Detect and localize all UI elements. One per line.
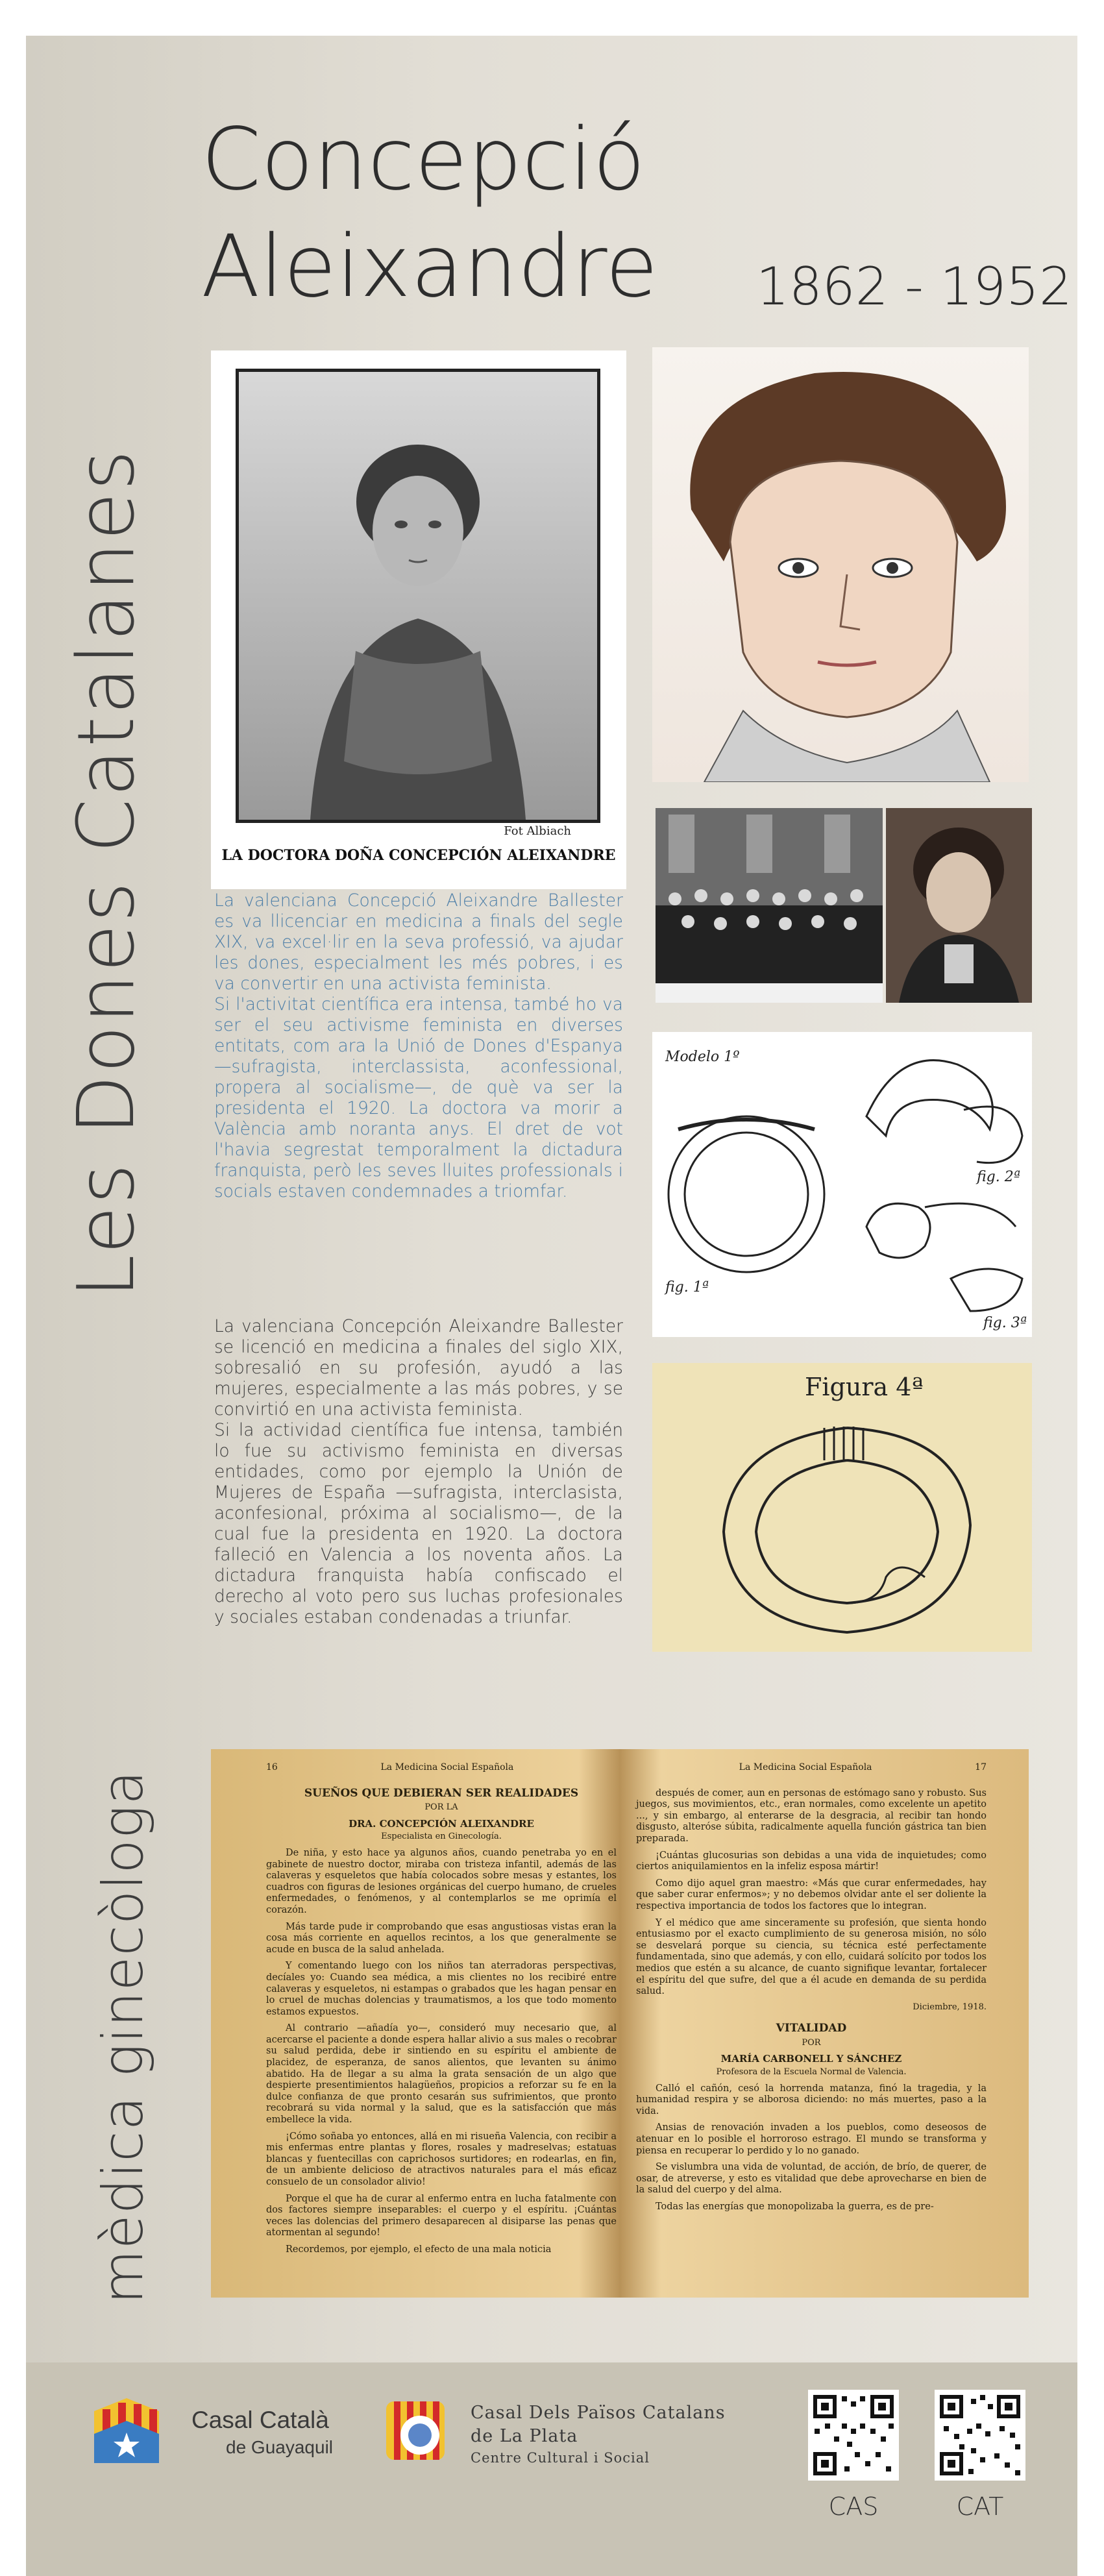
catalan-paragraph-1: La valenciana Concepció Aleixandre Ballester es va llicenciar en medicina a finals del segle XIX, va excel·lir en la seva professió, va ajudar les dones, especialment les més pobres, i es va convertir en una activista feminista. — [214, 890, 623, 994]
title-first-name: Concepció — [201, 110, 646, 210]
second-article-title: VITALIDAD — [776, 2022, 847, 2035]
left-paragraph: Al contrario —añadía yo—, consideró muy necesario que, al acercarse el paciente a donde espera hallar alivio a sus males o recobrar su salud perdida, debe ir sintiendo en su espíritu el ambiente de placidez, de esperanza, de sanos alientos, que levanten su ánimo abatido. Ha de llegar a su alma la grata sensación de un algo que despierte presentimientos halagüeños, propicios a reforzar su fe en la dulce confianza de que pronto cesarán sus sufrimientos, que pronto recobrará su vida normal y la salud, que es la satisfacción que más embellece la vida. — [266, 2023, 617, 2126]
qr-label-cas: CAS — [828, 2492, 879, 2521]
photo-caption: LA DOCTORA DOÑA CONCEPCIÓN ALEIXANDRE — [221, 847, 616, 864]
role-label: mèdica ginecòloga — [91, 1769, 156, 2304]
casal-guayaquil-logo-icon — [91, 2395, 162, 2466]
article-title: SUEÑOS QUE DEBIERAN SER REALIDADES — [304, 1786, 579, 1800]
org2-city: de La Plata — [471, 2426, 578, 2446]
left-paragraph: Recordemos, por ejemplo, el efecto de una mala noticia — [286, 2244, 552, 2255]
life-years: 1862 - 1952 — [756, 256, 1072, 317]
left-paragraph: De niña, y esto hace ya algunos años, cuando penetraba yo en el gabinete de nuestro doctor, miraba con tristeza infantil, además de las calaveras y esqueletos que había colocados sobre mesas y estantes, los cuadros con figuras de lesiones orgánicas del cuerpo humano, de crueles enfermedades, o fenómenos, y al contemplarlos se me oprimía el corazón. — [266, 1847, 617, 1915]
figure-4-label: Figura 4ª — [805, 1373, 924, 1401]
left-page-number: 16 — [266, 1762, 278, 1773]
figure-4-drawing — [652, 1363, 1032, 1652]
pessary-drawings — [652, 1032, 1032, 1337]
qr-code-cat-icon[interactable] — [935, 2390, 1025, 2481]
right-paragraph: Y el médico que ame sinceramente su profesión, que sienta hondo entusiasmo por el exacto cumplimiento de su generosa misión, no sólo se desvelará porque su ciencia, su técnica esté perfectamente fundamentada, sino que además, y con ello, cuidará solícito por todos los medios que estén a su alcance, de cuanto signifique levantar, fortalecer el espíritu del que sufre, del que a él acude en demanda de su perdida salud. — [636, 1917, 987, 1997]
series-label: Les Dones Catalanes — [62, 448, 152, 1298]
drawings-figure — [652, 1032, 1032, 1337]
drawing-label-fig2: fig. 2ª — [977, 1169, 1021, 1185]
drawing-label-fig1: fig. 1ª — [665, 1279, 709, 1295]
left-paragraph: Y comentando luego con los niños tan aterradoras perspectivas, decíales yo: Cuando sea médica, a mis clientes no los recibiré entre calaveras y esqueletos, ni estampas o grabados que les hagan pensar en lo cruel de muchas dolencias y traumatismos, a los que todo momento estamos expuestos. — [266, 1961, 617, 2017]
drawing-label-fig3: fig. 3ª — [983, 1315, 1027, 1331]
org2-name: Casal Dels Països Catalans — [471, 2403, 726, 2423]
right-paragraph: Se vislumbra una vida de voluntad, de acción, de brío, de querer, de osar, de atreverse, y esto es vitalidad que debe aprovecharse en bien de la salud del cuerpo y del alma. — [636, 2162, 987, 2196]
sponsor-footer — [26, 2362, 1077, 2576]
qr-label-cat: CAT — [956, 2492, 1004, 2521]
group-photo — [656, 808, 883, 1003]
figure4-ring — [652, 1363, 1032, 1652]
castilian-paragraph-2: Si la actividad científica fue intensa, también lo fue su activismo feminista en diversas entidades, como por ejemplo la Unión de Mujeres de España —sufragista, interclasista, aconfesional, próxima al socialismo—, de la cual fue la presidenta en 1920. La doctora falleció en Valencia a los noventa años. La dictadura franquista había confiscado el derecho al voto pero sus luchas profesionales y sociales estaban condenadas a triunfar. — [214, 1420, 623, 1627]
second-article-author: MARÍA CARBONELL Y SÁNCHEZ — [720, 2053, 902, 2065]
article-date: Diciembre, 1918. — [913, 2002, 987, 2012]
org1-city: de Guayaquil — [226, 2437, 334, 2457]
painted-portrait — [652, 347, 1029, 782]
article-por: POR LA — [424, 1802, 458, 1813]
qr-code-cas-icon[interactable] — [808, 2390, 899, 2481]
book-left-page — [266, 1762, 617, 2256]
article-author: DRA. CONCEPCIÓN ALEIXANDRE — [349, 1817, 534, 1830]
drawing-label-model: Modelo 1º — [665, 1049, 740, 1065]
photo-frame — [236, 369, 600, 823]
org1-name: Casal Català — [191, 2407, 329, 2433]
castilian-paragraph-1: La valenciana Concepción Aleixandre Ballester se licenció en medicina a finales del siglo XIX, sobresalió en su profesión, ayudó a las mujeres, especialmente a las más pobres, y se convirtió en una activista feminista. — [214, 1316, 623, 1419]
castilian-biography — [214, 1316, 623, 1628]
left-paragraph: ¡Cómo soñaba yo entonces, allá en mi risueña Valencia, con recibir a mis enfermas entre plantas y flores, rosales y madreselvas; estatuas blancas y fuentecillas con caprichosos surtidores; en rodearlas, en fin, de un ambiente delicioso de atractivos naturales para el más eficaz consuelo de un consolador alivio! — [266, 2131, 617, 2187]
historic-portrait-photo — [211, 350, 626, 889]
portrait-figure — [239, 372, 597, 820]
right-page-header — [636, 1762, 987, 1774]
photo-credit: Fot Albiach — [504, 824, 571, 838]
sketch-figure — [652, 347, 1029, 782]
group-figure — [656, 808, 883, 1003]
left-running-head: La Medicina Social Española — [380, 1762, 514, 1773]
org2-subtitle: Centre Cultural i Social — [471, 2450, 650, 2466]
open-book-article — [211, 1749, 1029, 2298]
right-paragraph: ¡Cuántas glucosurias son debidas a una vida de inquietudes; como ciertos aniquilamientos en la infeliz esposa mártir! — [636, 1850, 987, 1872]
catalan-paragraph-2: Si l'activitat científica era intensa, també ho va ser el seu activisme feminista en diverses entitats, com ara la Unió de Dones d'Espanya —sufragista, interclassista, aconfessional, propera al socialisme—, de què va ser la presidenta el 1920. La doctora va morir a València amb noranta anys. El dret de vot l'havia segrestat temporalment la dictadura franquista, però les seves lluites professionals i socials estaven condemnades a triomfar. — [214, 994, 623, 1201]
right-paragraph: después de comer, aun en personas de estómago sano y robusto. Sus juegos, sus movimientos, etc., eran normales, como excelente un apetito ..., y sin embargo, al enterarse de la desgracia, al recibir tan hondo disgusto, alteróse súbita, radicalmente aquella función gástrica tan bien preparada. — [636, 1787, 987, 1844]
book-right-page — [636, 1762, 987, 2213]
right-paragraph: Calló el cañón, cesó la horrenda matanza, finó la tragedia, y la humanidad respira y se alborosa diciendo: no más muertes, paso a la vida. — [636, 2083, 987, 2116]
second-article-author-role: Profesora de la Escuela Normal de Valencia. — [716, 2067, 907, 2078]
left-paragraph: Más tarde pude ir comprobando que esas angustiosas vistas eran la cosa más corriente en aquellos recintos, a los que generalmente se acude en busca de la salud anhelada. — [266, 1921, 617, 1955]
right-running-head: La Medicina Social Española — [739, 1762, 872, 1773]
right-paragraph: Todas las energías que monopolizaba la guerra, es de pre- — [656, 2202, 934, 2212]
portrait-photo-small — [886, 808, 1032, 1003]
title-last-name: Aleixandre — [201, 217, 658, 317]
casal-la-plata-logo-icon — [380, 2395, 451, 2466]
left-paragraph: Porque el que ha de curar al enfermo entra en lucha fatalmente con dos factores siempre inseparables: el cuerpo y el espíritu. ¡Cuántas veces las dolencias del primero desaparecen al disiparse las penas que atormentan al segundo! — [266, 2193, 617, 2239]
portrait2-figure — [886, 808, 1032, 1003]
second-article-por: POR — [802, 2037, 821, 2048]
left-page-header — [266, 1762, 617, 1774]
right-page-number: 17 — [975, 1762, 987, 1773]
right-paragraph: Ansias de renovación invaden a los pueblos, como deseosos de atenuar en lo posible el horroroso estrago. El mundo se transforma y piensa en recuperar lo perdido y lo no ganado. — [636, 2122, 987, 2156]
catalan-biography — [214, 890, 623, 1202]
right-paragraph: Como dijo aquel gran maestro: «Más que curar enfermedades, hay que saber curar enfermos»; y no debemos olvidar ante el ser doliente la respectiva importancia de todos los factores que lo integran. — [636, 1878, 987, 1911]
article-author-specialty: Especialista en Ginecología. — [381, 1832, 502, 1842]
